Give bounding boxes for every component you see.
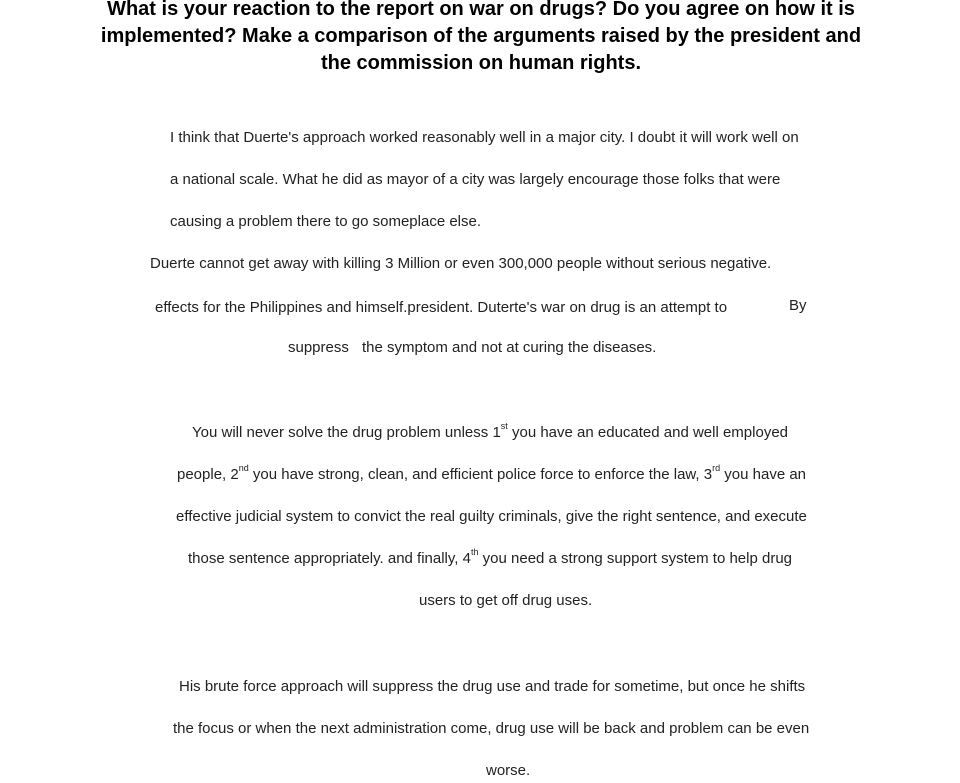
paragraph-2-line-1-text-end: you have an educated and well employed	[507, 424, 789, 441]
paragraph-2-line-2-text: people, 2	[177, 466, 239, 483]
ordinal-superscript: st	[500, 421, 508, 431]
paragraph-1-line-2: a national scale. What he did as mayor of a city was largely encourage those folks that were	[170, 171, 781, 188]
paragraph-2-line-1	[192, 421, 789, 441]
question-title: What is your reaction to the report on war on drugs? Do you agree on how it is implemented? Make a comparison of the arguments raised by the president and the commission on human rights.	[100, 0, 862, 74]
paragraph-1-line-3: causing a problem there to go someplace else.	[170, 213, 482, 230]
paragraph-2-line-2	[177, 463, 807, 483]
ordinal-superscript: nd	[238, 463, 249, 473]
paragraph-2-line-2-text-mid: you have strong, clean, and efficient police force to enforce the law, 3	[248, 466, 713, 483]
paragraph-2-line-5: users to get off drug uses.	[419, 592, 593, 609]
paragraph-1-line-4: Duerte cannot get away with killing 3 Million or even 300,000 people without serious negative.	[150, 255, 772, 272]
paragraph-2-line-1-text: You will never solve the drug problem unless 1	[192, 424, 501, 441]
paragraph-1-line-1: I think that Duerte's approach worked reasonably well in a major city. I doubt it will work well on	[170, 129, 799, 146]
paragraph-2-line-4-text: those sentence appropriately. and finally, 4	[188, 550, 471, 567]
paragraph-1-line-6-end: the symptom and not at curing the diseases.	[362, 339, 657, 356]
paragraph-2-line-2-text-end: you have an	[720, 466, 807, 483]
paragraph-2-line-3: effective judicial system to convict the real guilty criminals, give the right sentence, and execute	[176, 508, 807, 525]
paragraph-2-line-4-text-end: you need a strong support system to help drug	[478, 550, 793, 567]
ordinal-superscript: rd	[712, 463, 721, 473]
paragraph-2-line-4	[188, 547, 793, 567]
paragraph-1-line-5: effects for the Philippines and himself.president. Duterte's war on drug is an attempt to	[155, 299, 728, 316]
paragraph-1-line-5-aside: By	[789, 297, 807, 314]
paragraph-3-line-3: worse.	[486, 762, 531, 779]
paragraph-1-line-6-start: suppress	[288, 339, 349, 356]
paragraph-3-line-1: His brute force approach will suppress the drug use and trade for sometime, but once he shifts	[179, 678, 806, 695]
paragraph-3-line-2: the focus or when the next administration come, drug use will be back and problem can be even	[173, 720, 810, 737]
ordinal-superscript: th	[470, 547, 479, 557]
